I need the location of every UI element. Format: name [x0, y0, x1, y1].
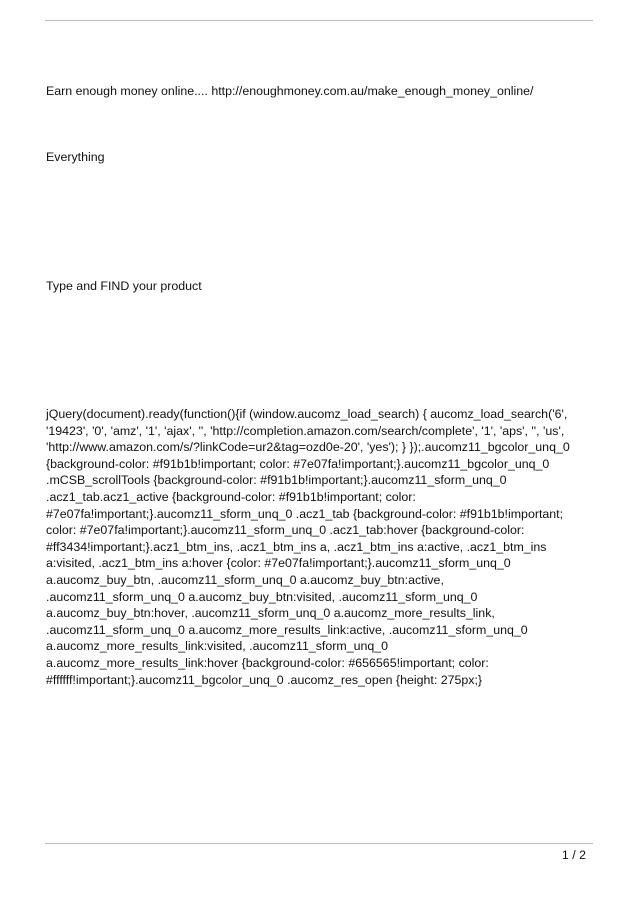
code-line: #7e07fa!important;}.aucomz11_sform_unq_0 .acz1_tab {background-color: #f91b1b!important;	[46, 506, 564, 521]
code-line: .acz1_tab.acz1_active {background-color: #f91b1b!important; color:	[46, 489, 416, 504]
code-line: 'http://www.amazon.com/s/?linkCode=ur2&tag=ozd0e-20', 'yes'); } });.aucomz11_bgcolor_unq_0	[46, 440, 570, 455]
code-line: {background-color: #f91b1b!important; color: #7e07fa!important;}.aucomz11_bgcolor_unq_0	[46, 456, 550, 471]
everything-line: Everything	[46, 150, 105, 164]
code-line: .aucomz11_sform_unq_0 a.aucomz_buy_btn:visited, .aucomz11_sform_unq_0	[46, 589, 478, 604]
code-line: '19423', '0', 'amz', '1', 'ajax', '', 'http://completion.amazon.com/search/complete', '1', 'aps', '', 'us',	[46, 423, 565, 438]
footer-rule	[45, 843, 593, 844]
page-number: 1 / 2	[561, 848, 586, 862]
code-line: a.aucomz_buy_btn, .aucomz11_sform_unq_0 a.aucomz_buy_btn:active,	[46, 572, 444, 587]
code-line: color: #7e07fa!important;}.aucomz11_sform_unq_0 .acz1_tab:hover {background-color:	[46, 523, 525, 538]
code-line: #ff3434!important;}.acz1_btm_ins, .acz1_btm_ins a, .acz1_btm_ins a:active, .acz1_btm_ins	[46, 539, 547, 554]
type-find-line: Type and FIND your product	[46, 279, 202, 293]
code-line: #ffffff!important;}.aucomz11_bgcolor_unq_0 .aucomz_res_open {height: 275px;}	[46, 672, 483, 687]
code-line: a.aucomz_more_results_link:hover {background-color: #656565!important; color:	[46, 655, 489, 670]
code-line: a:visited, .acz1_btm_ins a:hover {color: #7e07fa!important;}.aucomz11_sform_unq_0	[46, 556, 511, 571]
code-block	[46, 406, 594, 688]
code-line: .mCSB_scrollTools {background-color: #f91b1b!important;}.aucomz11_sform_unq_0	[46, 473, 507, 488]
code-line: a.aucomz_buy_btn:hover, .aucomz11_sform_unq_0 a.aucomz_more_results_link,	[46, 606, 495, 621]
header-rule	[45, 20, 593, 21]
code-line: a.aucomz_more_results_link:visited, .aucomz11_sform_unq_0	[46, 639, 389, 654]
code-line: jQuery(document).ready(function(){if (window.aucomz_load_search) { aucomz_load_search('6',	[46, 407, 568, 421]
earn-money-line: Earn enough money online.... http://enoughmoney.com.au/make_enough_money_online/	[46, 84, 534, 98]
code-line: .aucomz11_sform_unq_0 a.aucomz_more_results_link:active, .aucomz11_sform_unq_0	[46, 622, 528, 637]
